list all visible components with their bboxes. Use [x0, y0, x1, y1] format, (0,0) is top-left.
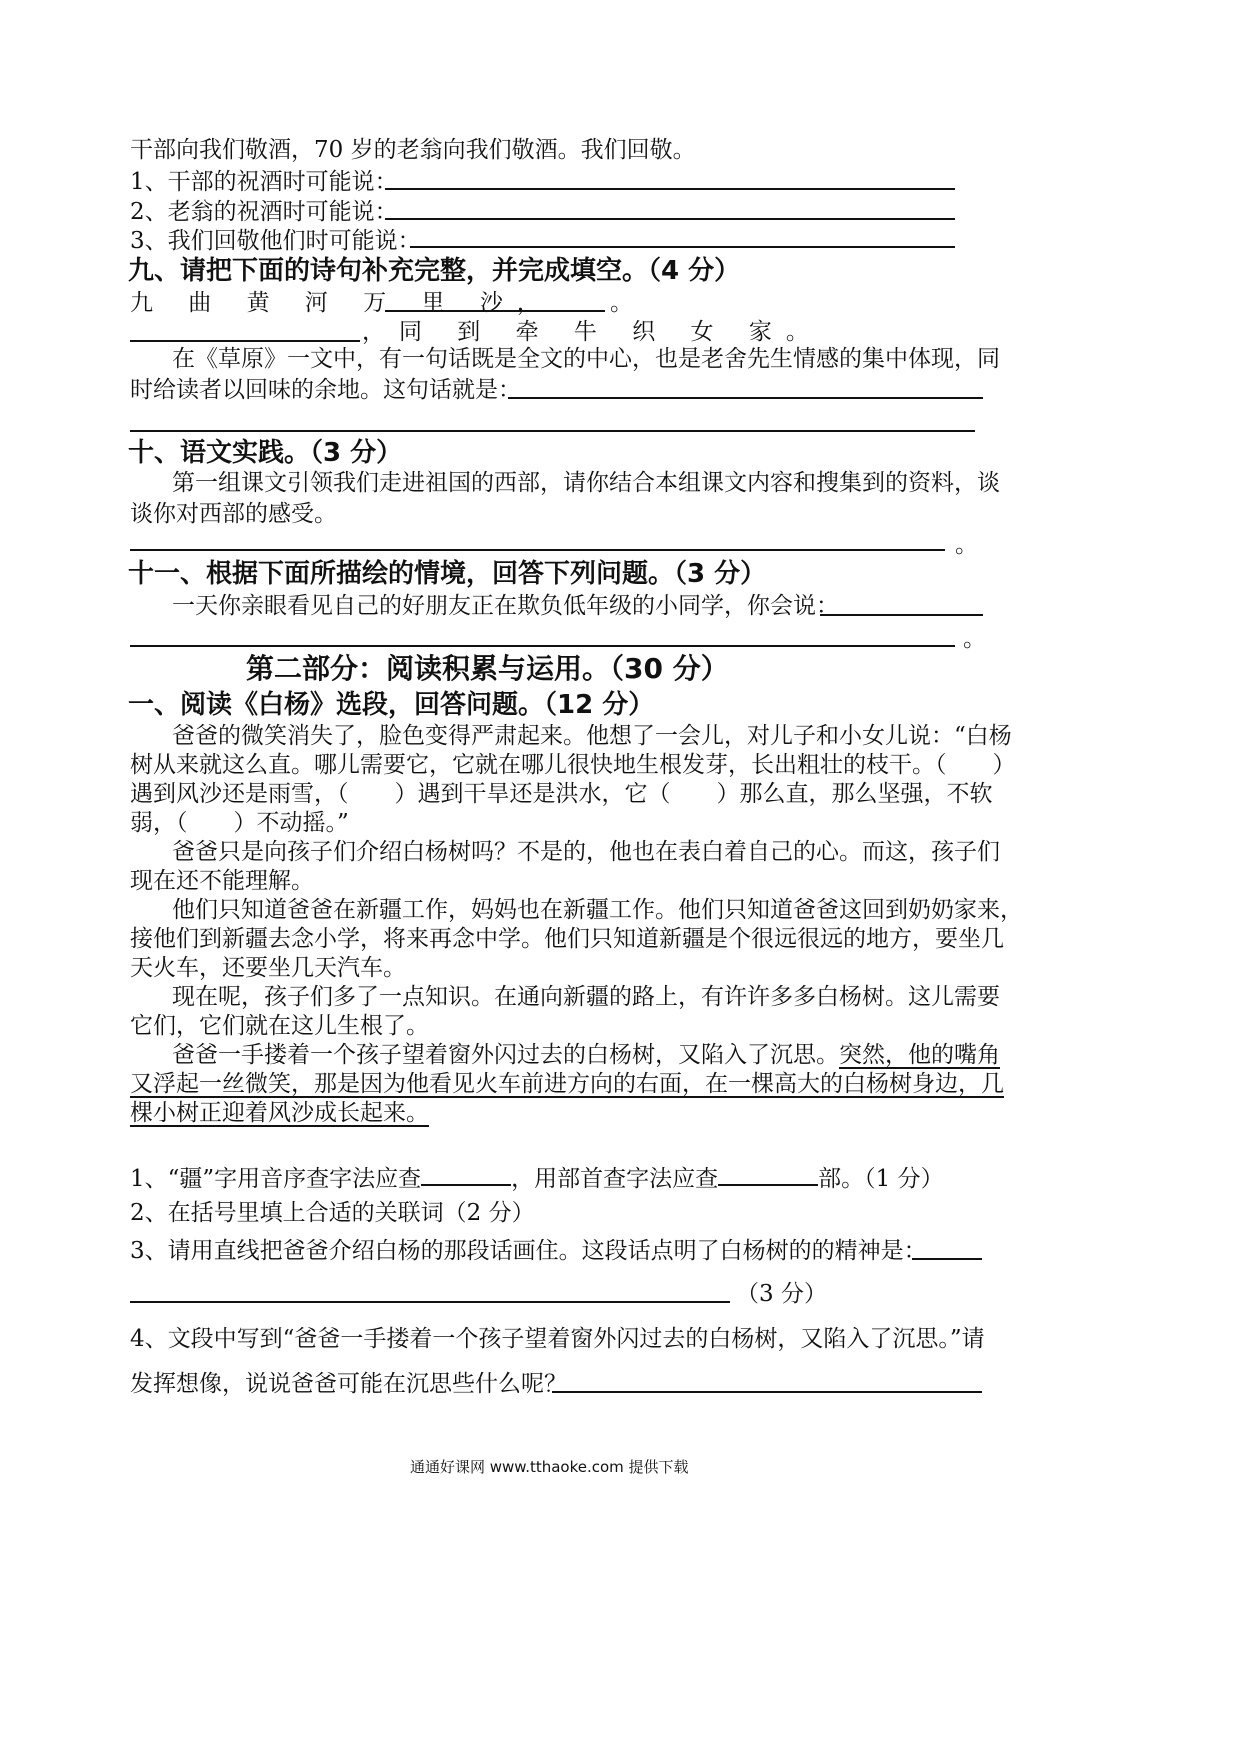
- section-11-end: 。: [963, 626, 986, 652]
- reading-question-4: 发挥想像，说说爸爸可能在沉思些什么呢？: [130, 1371, 567, 1397]
- q1-text-c: 部。（1 分）: [818, 1166, 944, 1192]
- answer-line[interactable]: [410, 246, 955, 248]
- reading-question-4: 4、文段中写到“爸爸一手搂着一个孩子望着窗外闪过去的白杨树，又陷入了沉思。”请: [130, 1326, 985, 1352]
- passage-line: 遇到风沙还是雨雪，（ ）遇到干旱还是洪水，它（ ）那么直，那么坚强，不软: [130, 781, 993, 807]
- answer-line[interactable]: [130, 645, 955, 647]
- reading-question-2: 2、在括号里填上合适的关联词（2 分）: [130, 1200, 535, 1226]
- passage-text: 爸爸一手搂着一个孩子望着窗外闪过去的白杨树，又陷入了沉思。: [172, 1042, 839, 1068]
- passage-line: 树从来就这么直。哪儿需要它，它就在哪儿很快地生根发芽，长出粗壮的枝干。（ ）: [130, 752, 1016, 778]
- section-9-title: 九、请把下面的诗句补充完整，并完成填空。（4 分）: [128, 256, 741, 286]
- passage-line: 爸爸的微笑消失了，脸色变得严肃起来。他想了一会儿，对儿子和小女儿说：“白杨: [172, 723, 1012, 749]
- footer-text: 通通好课网 www.tthaoke.com 提供下载: [410, 1458, 689, 1476]
- section-10-end: 。: [955, 532, 978, 558]
- q1-text-a: 1、“疆”字用音序查字法应查: [130, 1166, 422, 1192]
- question-1: 1、干部的祝酒时可能说：: [130, 169, 398, 195]
- reading-question-1: [130, 1162, 944, 1194]
- underlined-text: 突然，他的嘴角: [839, 1042, 1000, 1068]
- answer-blank[interactable]: [718, 1162, 818, 1186]
- q1-text-b: ，用部首查字法应查: [511, 1166, 719, 1192]
- passage-line: 接他们到新疆去念小学，将来再念中学。他们只知道新疆是个很远很远的地方，要坐几: [130, 926, 1004, 952]
- passage-line: 它们，它们就在这儿生根了。: [130, 1013, 429, 1039]
- poem-line-2: ，同 到 牵 牛 织 女 家。: [362, 319, 823, 345]
- section-9-paragraph: 在《草原》一文中，有一句话既是全文的中心，也是老舍先生情感的集中体现，同: [172, 346, 1000, 372]
- section-9-paragraph: 时给读者以回味的余地。这句话就是：: [130, 377, 521, 403]
- answer-line[interactable]: [130, 549, 945, 551]
- underlined-passage-line: 棵小树正迎着风沙成长起来。: [130, 1100, 429, 1126]
- answer-line[interactable]: [130, 1301, 730, 1303]
- poem-line-1: 九 曲 黄 河 万 里 沙，: [130, 290, 554, 316]
- part-2-title: 第二部分：阅读积累与运用。（30 分）: [246, 652, 729, 685]
- answer-line[interactable]: [385, 188, 955, 190]
- answer-line[interactable]: [820, 614, 983, 616]
- passage-line: [172, 1040, 1000, 1070]
- passage-line: 爸爸只是向孩子们介绍白杨树吗？不是的，他也在表白着自己的心。而这，孩子们: [172, 839, 1000, 865]
- section-11-paragraph: 一天你亲眼看见自己的好朋友正在欺负低年级的小同学，你会说：: [172, 593, 839, 619]
- answer-blank[interactable]: [421, 1162, 511, 1186]
- answer-line[interactable]: [385, 218, 955, 220]
- passage-line: 弱，（ ）不动摇。”: [130, 810, 349, 836]
- passage-line: 天火车，还要坐几天汽车。: [130, 955, 406, 981]
- answer-line[interactable]: [552, 1391, 982, 1393]
- passage-line: 现在还不能理解。: [130, 868, 314, 894]
- intro-text: 干部向我们敬酒，70 岁的老翁向我们敬酒。我们回敬。: [130, 137, 696, 163]
- question-3: 3、我们回敬他们时可能说：: [130, 228, 421, 254]
- q3-score: （3 分）: [736, 1281, 827, 1307]
- poem-line-1-end: 。: [610, 290, 633, 316]
- answer-line[interactable]: [130, 430, 975, 432]
- answer-line[interactable]: [508, 397, 983, 399]
- reading-section-title: 一、阅读《白杨》选段，回答问题。（12 分）: [128, 690, 655, 720]
- poem-answer-line[interactable]: [130, 340, 360, 342]
- section-10-paragraph: 谈你对西部的感受。: [130, 501, 337, 527]
- question-2: 2、老翁的祝酒时可能说：: [130, 199, 398, 225]
- passage-line: 他们只知道爸爸在新疆工作，妈妈也在新疆工作。他们只知道爸爸这回到奶奶家来，: [172, 897, 1023, 923]
- section-11-title: 十一、根据下面所描绘的情境，回答下列问题。（3 分）: [128, 559, 767, 589]
- section-10-title: 十、语文实践。（3 分）: [128, 438, 403, 468]
- answer-line[interactable]: [912, 1258, 982, 1260]
- section-10-paragraph: 第一组课文引领我们走进祖国的西部，请你结合本组课文内容和搜集到的资料，谈: [172, 470, 1000, 496]
- passage-line: 现在呢，孩子们多了一点知识。在通向新疆的路上，有许许多多白杨树。这儿需要: [172, 984, 1000, 1010]
- underlined-passage-line: 又浮起一丝微笑，那是因为他看见火车前进方向的右面，在一棵高大的白杨树身边，几: [130, 1071, 1004, 1097]
- poem-answer-line[interactable]: [385, 310, 605, 312]
- reading-question-3: 3、请用直线把爸爸介绍白杨的那段话画住。这段话点明了白杨树的的精神是：: [130, 1238, 927, 1264]
